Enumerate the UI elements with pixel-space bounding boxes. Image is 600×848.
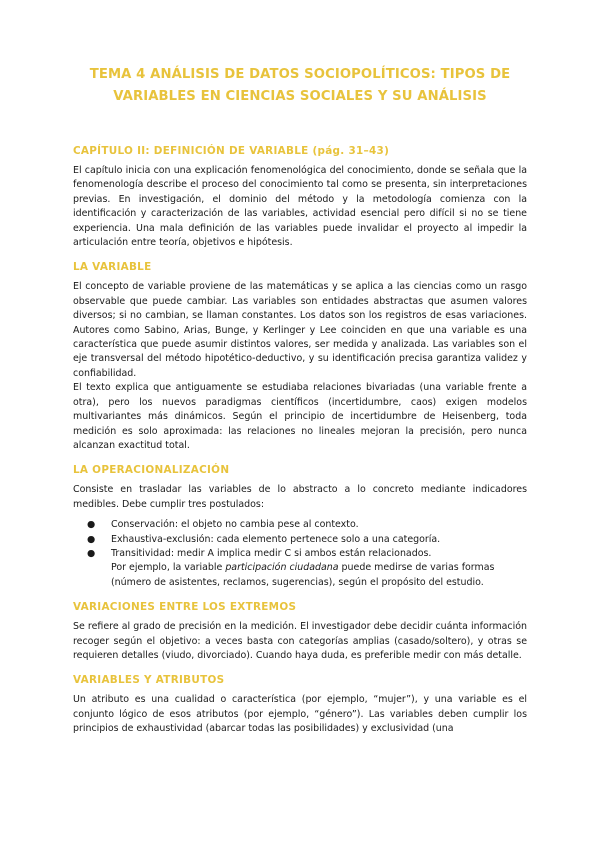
section-heading: LA OPERACIONALIZACIÓN [73,464,230,477]
section-variable [73,260,527,453]
section-operacionalizacion [73,463,527,590]
section-heading: LA VARIABLE [73,261,152,274]
section-heading: VARIABLES Y ATRIBUTOS [73,674,225,687]
example-text: Por ejemplo, la variable [111,562,226,574]
list-item [87,533,527,547]
document-title: TEMA 4 ANÁLISIS DE DATOS SOCIOPOLÍTICOS: TIPOS DE VARIABLES EN CIENCIAS SOCIALES Y SU ANÁLISIS [89,67,511,104]
bullet-icon: ● [87,519,96,531]
example-text: puede medirse de varias formas (número de asistentes, reclamos, sugerencias), según el propósito del estudio. [111,562,495,588]
paragraph: Consiste en trasladar las variables de lo abstracto a lo concreto mediante indicadores medibles. Debe cumplir tres postulados: [73,484,527,510]
paragraph: El texto explica que antiguamente se estudiaba relaciones bivariadas (una variable frente a otra), pero los nuevos paradigmas científicos (incertidumbre, caos) exigen modelos multivariantes más dinámicos. Según el principio de incertidumbre de Heisenberg, toda medición es solo aproximada: las relaciones no lineales mejoran la precisión, pero nunca alcanzan exactitud total. [73,382,527,451]
list-item-text: Exhaustiva-exclusión: cada elemento pertenece solo a una categoría. [111,533,441,545]
paragraph: El concepto de variable proviene de las matemáticas y se aplica a las ciencias como un rasgo observable que puede cambiar. Las variables son entidades abstractas que asumen valores diversos; si no cambian, se llaman constantes. Los datos son los registros de esas variaciones. Autores como Sabino, Arias, Bunge, y Kerlinger y Lee coinciden en que una variable es una característica que puede asumir distintos valores, ser medida y analizada. Las variables son el eje transversal del método hipotético-deductivo, y su identificación precisa garantiza validez y confiabilidad. [73,281,527,379]
section-heading: VARIACIONES ENTRE LOS EXTREMOS [73,601,297,614]
bullet-icon: ● [87,547,96,559]
example-term: participación ciudadana [225,562,339,574]
list-item-text: Transitividad: medir A implica medir C si ambos están relacionados. [111,547,432,559]
section-chapter [73,144,527,250]
list-item-text: Conservación: el objeto no cambia pese al contexto. [111,519,359,531]
paragraph: El capítulo inicia con una explicación fenomenológica del conocimiento, donde se señala que la fenomenología describe el proceso del conocimiento tal como se presenta, sin interpretaciones previas. En investigación, el dominio del método y la metodología comienza con la identificación y caracterización de las variables, actividad esencial pero difícil si no se tiene experiencia. Una mala definición de las variables puede invalidar el proyecto al impedir la articulación entre teoría, objetivos e hipótesis. [73,165,527,249]
list-item [87,547,527,561]
example-paragraph [73,561,527,590]
paragraph: Un atributo es una cualidad o característica (por ejemplo, “mujer”), y una variable es el conjunto lógico de esos atributos (por ejemplo, “género”). Las variables deben cumplir los principios de exhaustividad (abarcar todas las posibilidades) y exclusividad (una [73,694,527,735]
paragraph: Se refiere al grado de precisión en la medición. El investigador debe decidir cuánta información recoger según el objetivo: a veces basta con categorías amplias (casado/soltero), y otras se requieren detalles (viudo, divorciado). Cuando haya duda, es preferible medir con más detalle. [73,621,527,661]
section-heading: CAPÍTULO II: DEFINICIÓN DE VARIABLE (pág. 31–43) [73,145,390,157]
postulates-list [73,518,527,561]
section-atributos [73,673,527,736]
list-item [87,518,527,532]
section-variaciones [73,600,527,663]
bullet-icon: ● [87,533,96,545]
